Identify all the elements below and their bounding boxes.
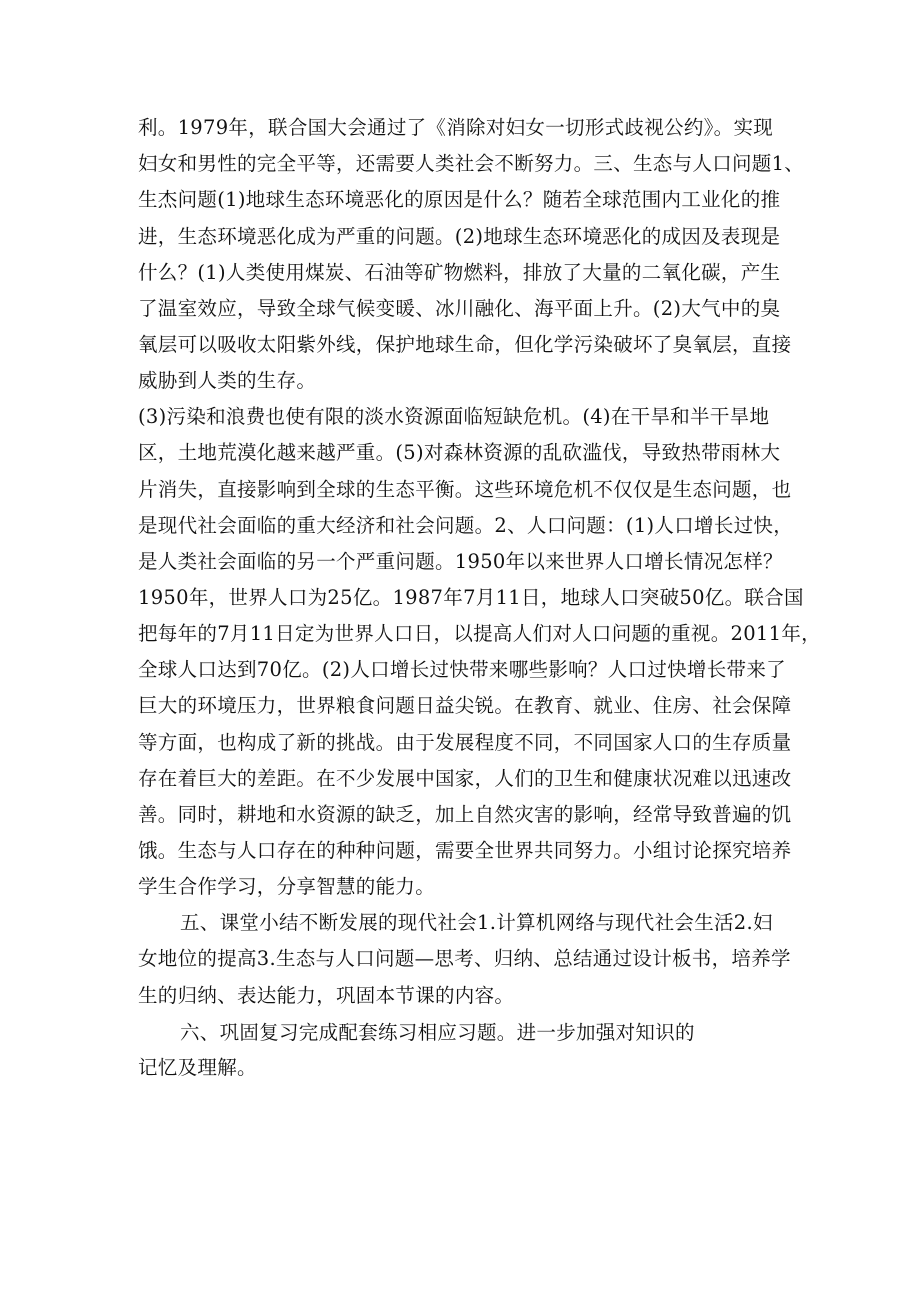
text-line: 威胁到人类的生存。 xyxy=(138,369,317,392)
text-line: 巨大的环境压力，世界粮食问题日益尖锐。在教育、就业、住房、社会保障 xyxy=(138,694,792,717)
text-line: 五、课堂小结不断发展的现代社会1.计算机网络与现代社会生活2.妇 xyxy=(180,911,773,934)
text-line: 是人类社会面临的另一个严重问题。1950年以来世界人口增长情况怎样？ xyxy=(138,550,783,573)
text-line: 了温室效应，导致全球气候变暖、冰川融化、海平面上升。(2)大气中的臭 xyxy=(138,297,781,320)
text-line: 什么？(1)人类使用煤炭、石油等矿物燃料，排放了大量的二氧化碳，产生 xyxy=(138,261,781,284)
text-line: 进，生态环境恶化成为严重的问题。(2)地球生态环境恶化的成因及表现是 xyxy=(138,225,781,248)
text-line: 妇女和男性的完全平等，还需要人类社会不断努力。三、生态与人口问题1、 xyxy=(138,152,805,175)
text-line: 氧层可以吸收太阳紫外线，保护地球生命，但化学污染破坏了臭氧层，直接 xyxy=(138,333,792,356)
text-line: 全球人口达到70亿。(2)人口增长过快带来哪些影响？人口过快增长带来了 xyxy=(138,658,786,681)
text-line: 存在着巨大的差距。在不少发展中国家，人们的卫生和健康状况难以迅速改 xyxy=(138,767,792,790)
text-line: 六、巩固复习完成配套练习相应习题。进一步加强对知识的 xyxy=(180,1021,695,1044)
text-line: 区，土地荒漠化越来越严重。(5)对森林资源的乱砍滥伐，导致热带雨林大 xyxy=(138,441,781,464)
text-line: 生的归纳、表达能力，巩固本节课的内容。 xyxy=(138,984,515,1007)
text-line: (3)污染和浪费也使有限的淡水资源面临短缺危机。(4)在干旱和半干旱地 xyxy=(138,405,770,428)
text-line: 1950年，世界人口为25亿。1987年7月11日，地球人口突破50亿。联合国 xyxy=(138,586,804,609)
text-line: 女地位的提高3.生态与人口问题—思考、归纳、总结通过设计板书，培养学 xyxy=(138,947,791,970)
text-line: 利。1979年，联合国大会通过了《消除对妇女一切形式歧视公约》。实现 xyxy=(138,116,774,139)
text-line: 记忆及理解。 xyxy=(138,1056,257,1079)
text-line: 饿。生态与人口存在的种种问题，需要全世界共同努力。小组讨论探究培养 xyxy=(138,839,792,862)
text-line: 片消失，直接影响到全球的生态平衡。这些环境危机不仅仅是生态问题，也 xyxy=(138,478,792,501)
text-line: 把每年的7月11日定为世界人口日，以提高人们对人口问题的重视。2011年， xyxy=(138,622,821,645)
text-line: 学生合作学习，分享智慧的能力。 xyxy=(138,875,436,898)
text-line: 等方面，也构成了新的挑战。由于发展程度不同，不同国家人口的生存质量 xyxy=(138,731,792,754)
text-line: 善。同时，耕地和水资源的缺乏，加上自然灾害的影响，经常导致普遍的饥 xyxy=(138,803,792,826)
text-line: 生杰问题(1)地球生态环境恶化的原因是什么？随若全球范围内工业化的推 xyxy=(138,188,781,211)
text-line: 是现代社会面临的重大经济和社会问题。2、人口问题：(1)人口增长过快， xyxy=(138,514,794,537)
